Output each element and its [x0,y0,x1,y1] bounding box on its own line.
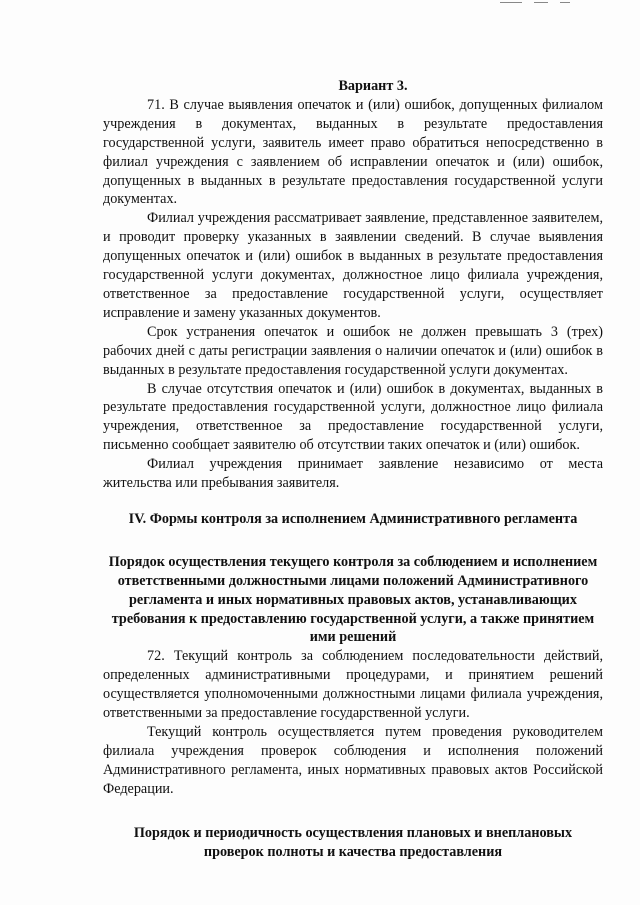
paragraph-current-control: Текущий контроль осуществляется путем проведения руководителем филиала учреждения проверок соблюдения и исполнения положений Административного регламента, иных нормативных правовых актов Российской Федерации. [103,724,603,797]
paragraph-correction-term: Срок устранения опечаток и ошибок не должен превышать 3 (трех) рабочих дней с даты регистрации заявления о наличии опечаток и (или) ошибок в выданных в результате предоставления государственной услуги документах. [103,323,603,378]
subsection-current-control-title: Порядок осуществления текущего контроля за соблюдением и исполнением ответственными должностными лицами положений Административного регламента и иных нормативных правовых актов, устанавливающих требования к предоставлению государственной услуги, а также принятием ими решений [108,553,598,646]
paragraph-acceptance: Филиал учреждения принимает заявление независимо от места жительства или пребывания заявителя. [103,456,603,492]
paragraph-no-errors: В случае отсутствия опечаток и (или) ошибок в документах, выданных в результате предоставления государственной услуги, должностное лицо филиала учреждения, ответственное за предоставление государственной услуги, письменно сообщает заявителю об отсутствии таких опечаток и (или) ошибок. [103,380,603,454]
paragraph-72: 72. Текущий контроль за соблюдением последовательности действий, определенных административными процедурами, и принятием решений осуществляется уполномоченными должностными лицами филиала учреждения, ответственными за предоставление государственной услуги. [103,648,603,722]
document-body [103,77,603,861]
paragraph-71: 71. В случае выявления опечаток и (или) ошибок, допущенных филиалом учреждения в документах, выданных в результате предоставления государственной услуги, заявитель имеет право обратиться непосредственно в филиал учреждения с заявлением об исправлении опечаток и (или) ошибок, допущенных в выданных в результате предоставления государственной услуги документах. [103,96,603,208]
scan-mark [500,0,580,8]
section-iv-title: IV. Формы контроля за исполнением Административного регламента [128,510,578,527]
paragraph-branch-review: Филиал учреждения рассматривает заявление, представленное заявителем, и проводит проверку указанных в заявлении сведений. В случае выявления допущенных опечаток и (или) ошибок в выданных в результате предоставления государственной услуги документах, должностное лицо филиала учреждения, ответственное за предоставление государственной услуги, осуществляет исправление и замену указанных документов. [103,210,603,321]
subsection-inspections-title: Порядок и периодичность осуществления плановых и внеплановых проверок полноты и качества предоставления [133,824,573,860]
variant-title: Вариант 3. [338,78,408,94]
